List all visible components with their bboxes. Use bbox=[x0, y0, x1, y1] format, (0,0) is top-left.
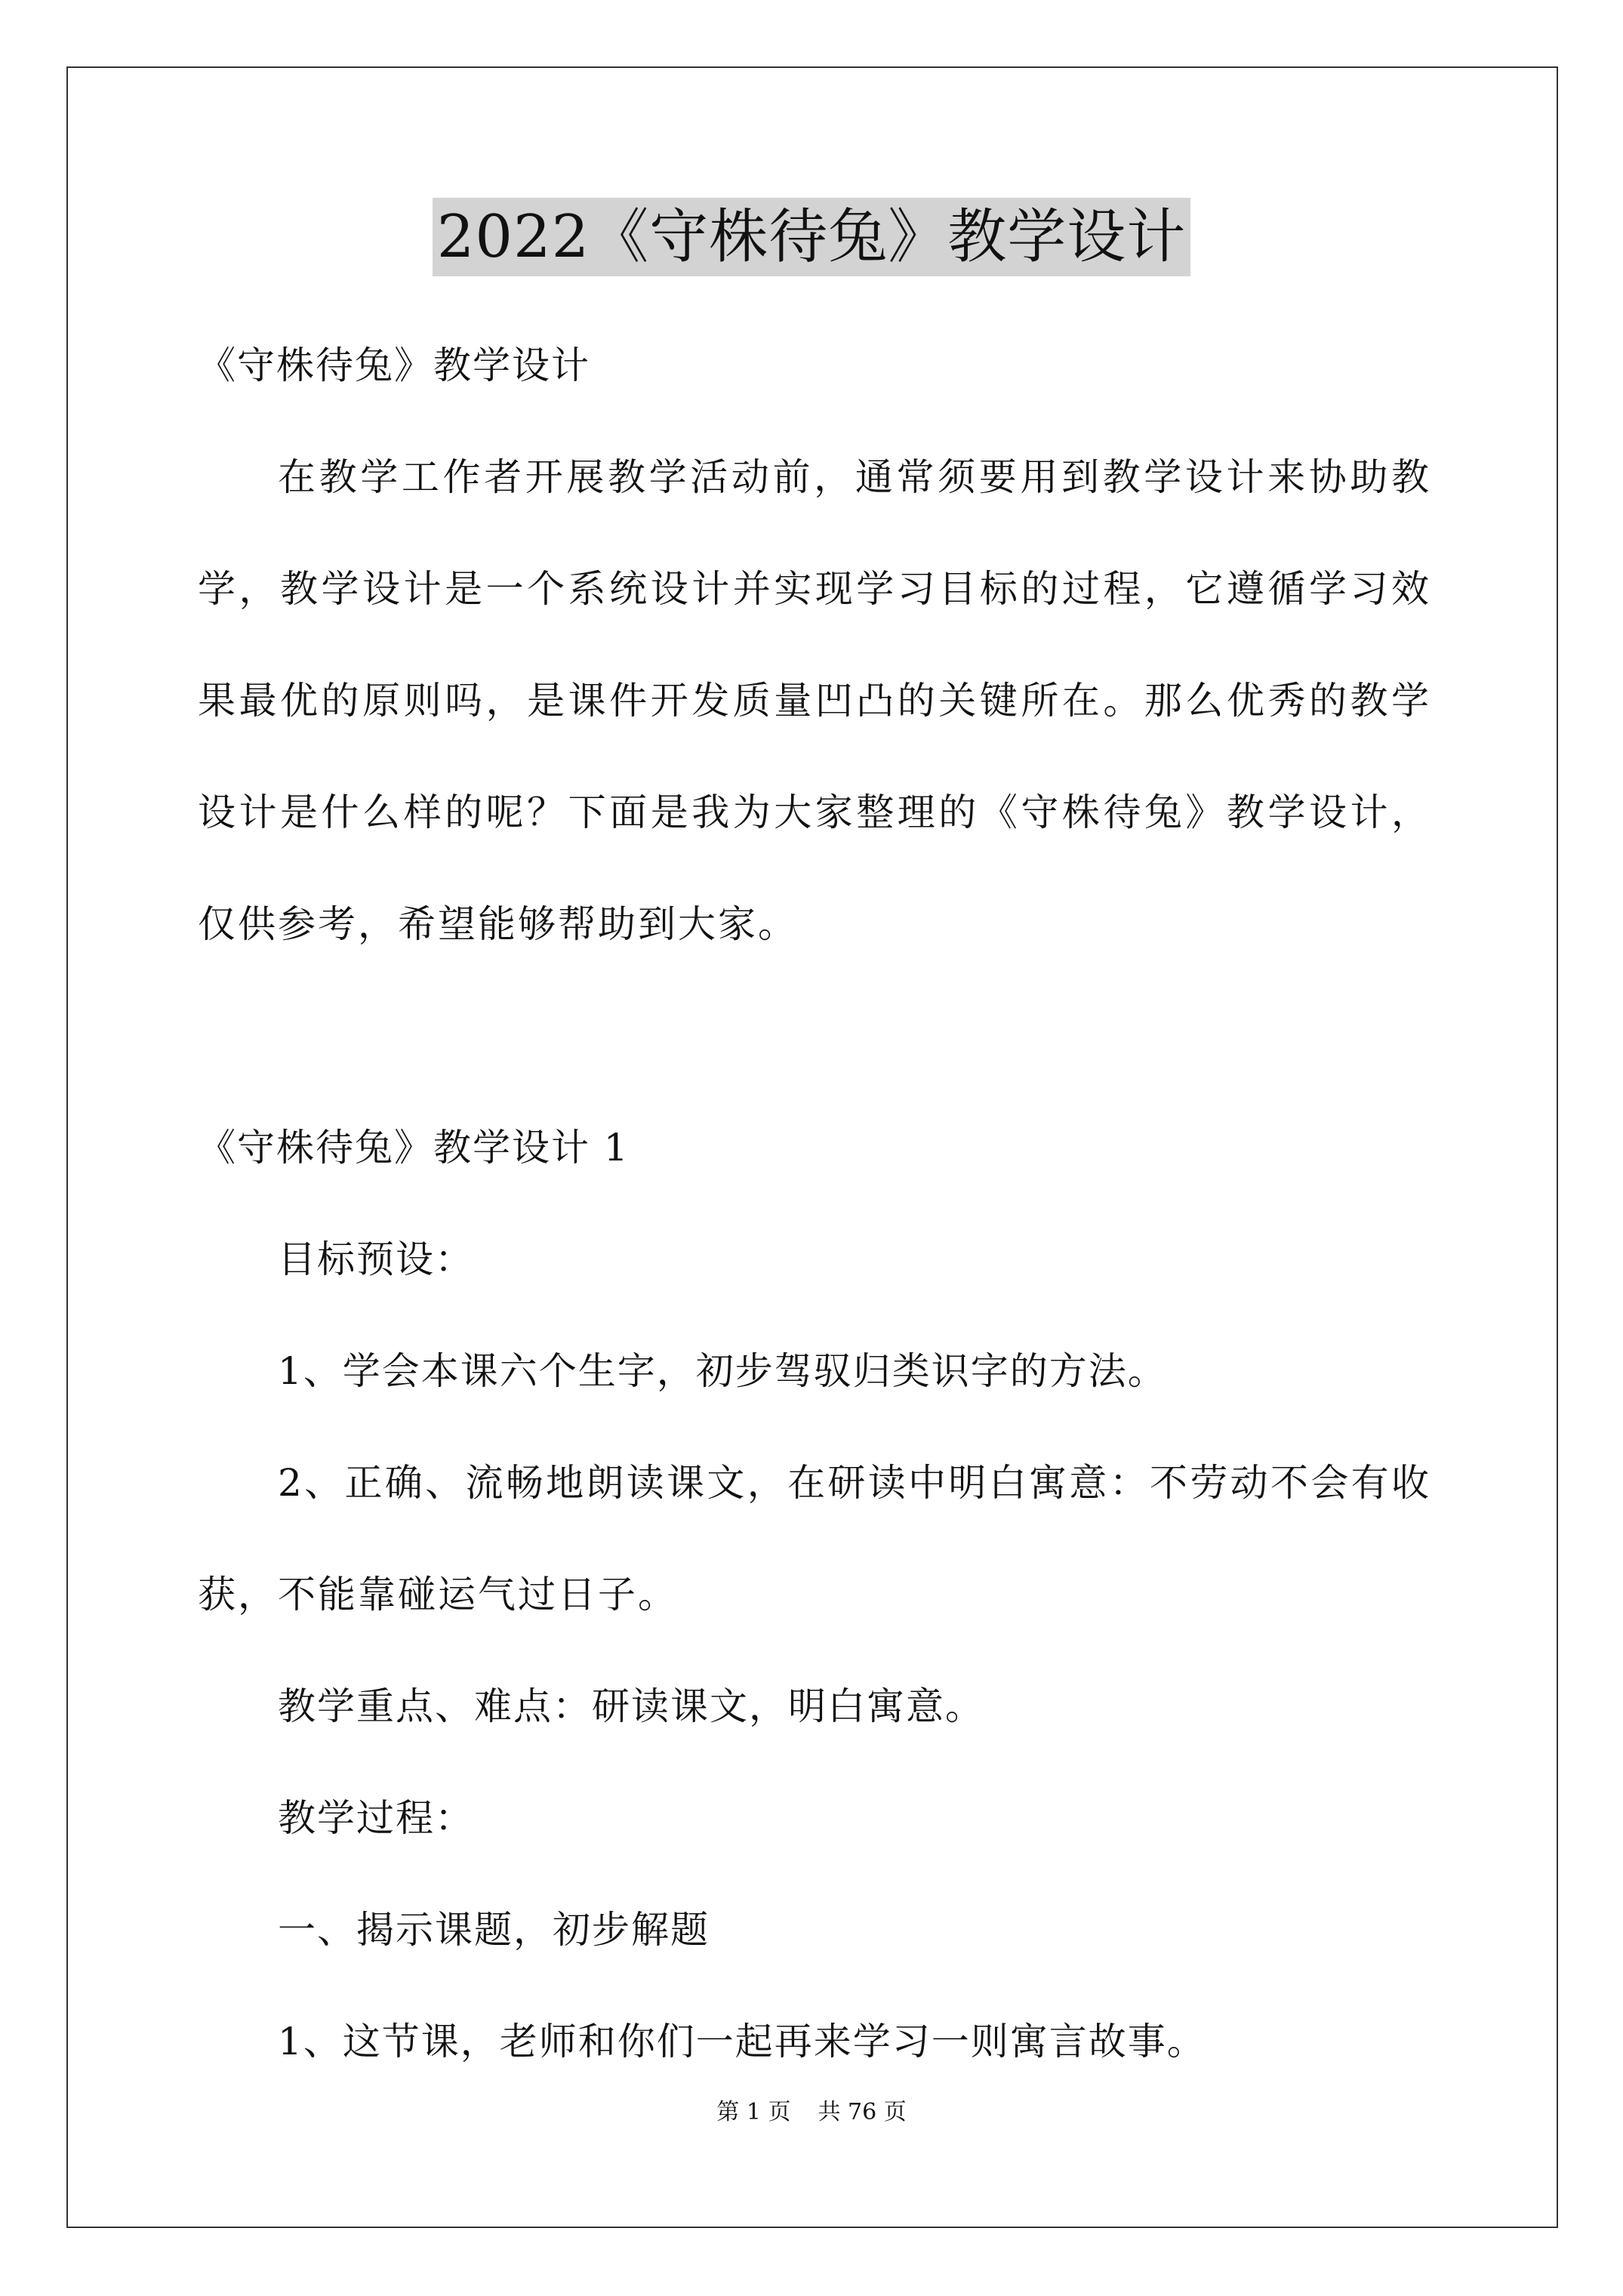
key-points: 教学重点、难点：研读课文，明白寓意。 bbox=[278, 1684, 984, 1728]
document-body bbox=[198, 310, 1431, 2097]
document-title: 2022《守株待兔》教学设计 bbox=[433, 198, 1191, 276]
step-1-item-1: 1、这节课，老师和你们一起再来学习一则寓言故事。 bbox=[278, 2020, 1206, 2063]
process-label: 教学过程： bbox=[278, 1796, 474, 1840]
title-container bbox=[0, 198, 1623, 276]
subtitle: 《守株待兔》教学设计 bbox=[198, 344, 590, 387]
intro-paragraph: 在教学工作者开展教学活动前，通常须要用到教学设计来协助教学，教学设计是一个系统设计并实现学习目标的过程，它遵循学习效果最优的原则吗，是课件开发质量凹凸的关键所在。那么优秀的教学设计是什么样的呢？下面是我为大家整理的《守株待兔》教学设计，仅供参考，希望能够帮助到大家。 bbox=[198, 455, 1431, 946]
page-footer bbox=[0, 2097, 1623, 2128]
section-spacer bbox=[198, 980, 1431, 1092]
goals-label: 目标预设： bbox=[278, 1237, 474, 1281]
section-heading: 《守株待兔》教学设计 1 bbox=[198, 1126, 630, 1170]
step-1-heading: 一、揭示课题，初步解题 bbox=[278, 1908, 710, 1952]
goal-item-2: 2、正确、流畅地朗读课文，在研读中明白寓意：不劳动不会有收获，不能靠碰运气过日子。 bbox=[198, 1461, 1431, 1616]
goal-item-1: 1、学会本课六个生字，初步驾驭归类识字的方法。 bbox=[278, 1349, 1167, 1393]
page-number: 第 1 页 bbox=[716, 2099, 791, 2125]
page-total: 共 76 页 bbox=[818, 2099, 907, 2125]
